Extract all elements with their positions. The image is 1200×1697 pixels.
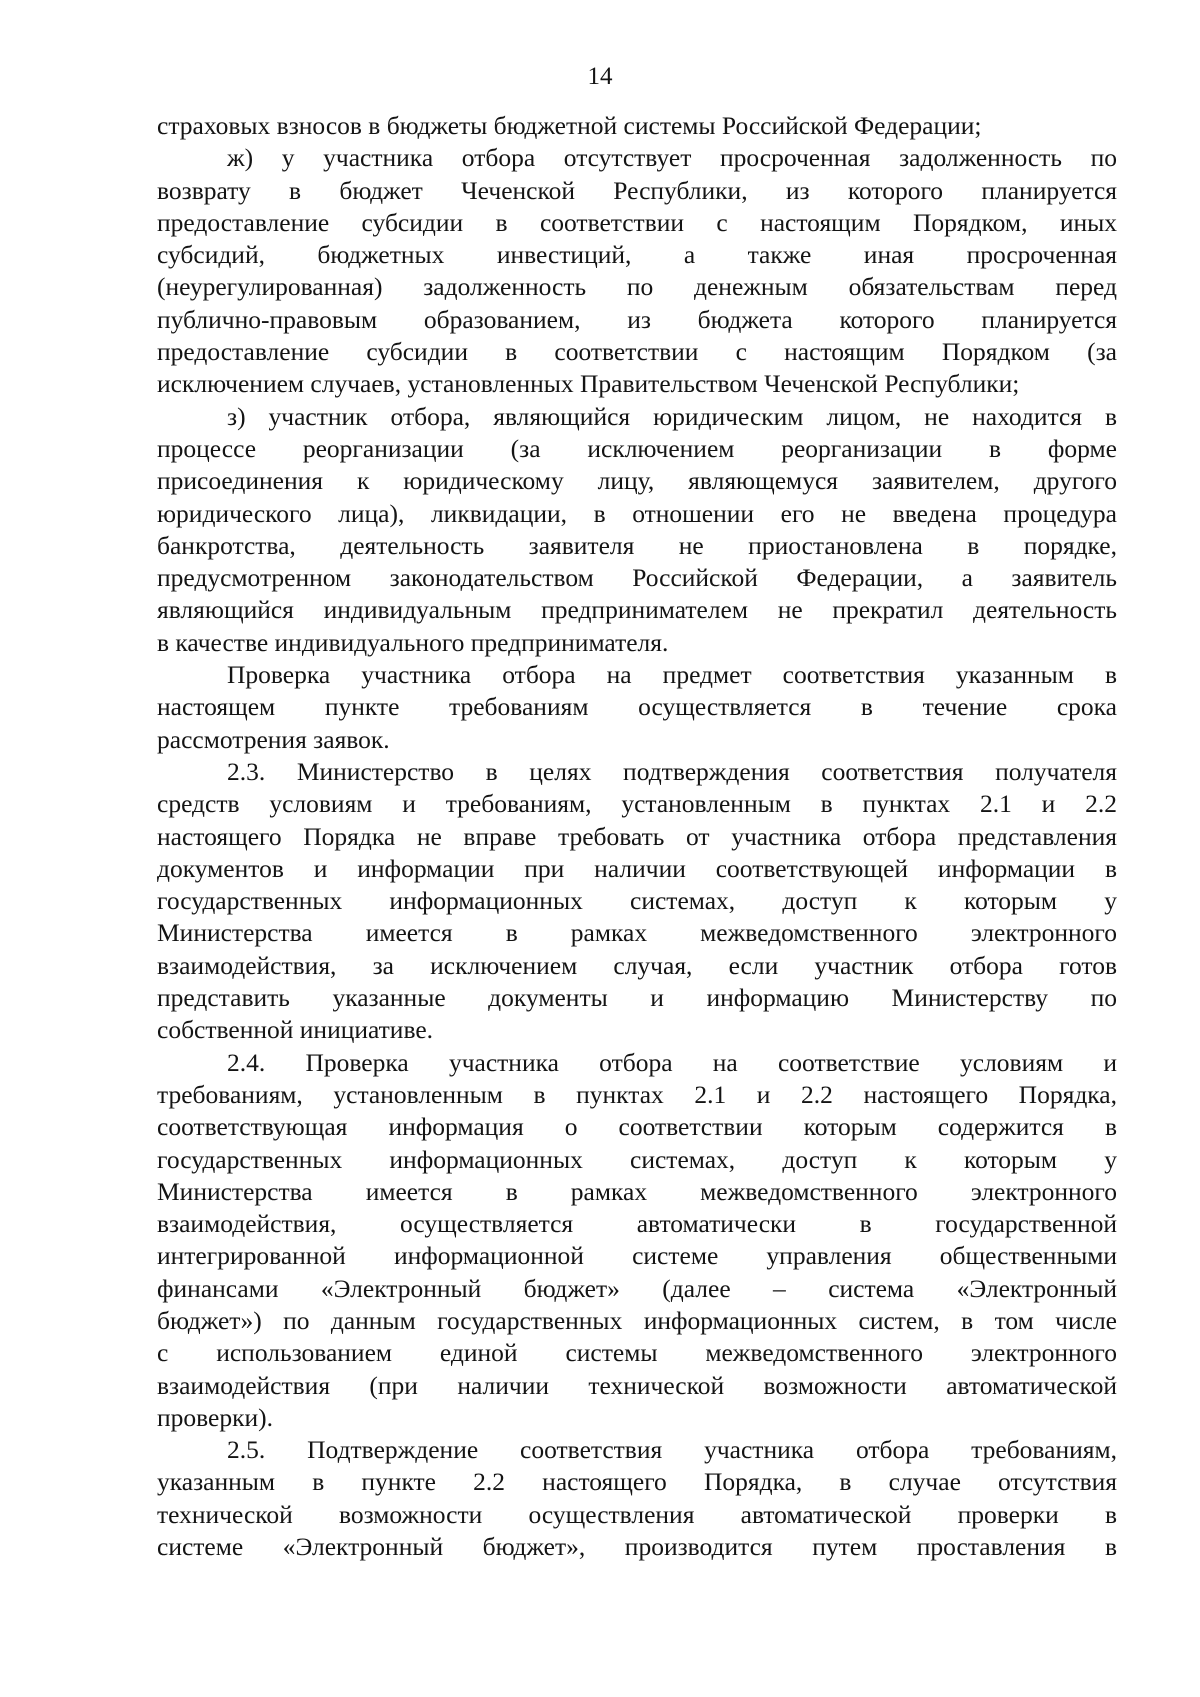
text-line: проверки). bbox=[157, 1402, 274, 1432]
text-line: 2.5. Подтверждение соответствия участника отбора требованиям, bbox=[227, 1435, 1117, 1465]
text-line: требованиям, установленным в пунктах 2.1 и 2.2 настоящего Порядка, bbox=[157, 1079, 1117, 1109]
text-line: бюджет») по данным государственных информационных систем, в том числе bbox=[157, 1305, 1117, 1335]
text-line: предоставление субсидии в соответствии с настоящим Порядком (за bbox=[157, 337, 1117, 367]
text-line: юридического лица), ликвидации, в отношении его не введена процедура bbox=[157, 498, 1117, 528]
text-line: собственной инициативе. bbox=[157, 1015, 434, 1045]
text-line: являющийся индивидуальным предпринимателем не прекратил деятельность bbox=[157, 595, 1117, 625]
text-line: настоящем пункте требованиям осуществляется в течение срока bbox=[157, 692, 1117, 722]
text-line: страховых взносов в бюджеты бюджетной системы Российской Федерации; bbox=[157, 111, 982, 140]
text-line: банкротства, деятельность заявителя не приостановлена в порядке, bbox=[157, 530, 1117, 560]
text-line: предусмотренном законодательством Российской Федерации, а заявитель bbox=[157, 563, 1117, 593]
page-number: 14 bbox=[587, 63, 613, 90]
text-line: с использованием единой системы межведомственного электронного bbox=[157, 1338, 1117, 1368]
text-line: государственных информационных системах, доступ к которым у bbox=[157, 1144, 1117, 1174]
text-line: представить указанные документы и информацию Министерству по bbox=[157, 983, 1117, 1013]
text-line: Министерства имеется в рамках межведомственного электронного bbox=[157, 1176, 1117, 1206]
text-line: государственных информационных системах, доступ к которым у bbox=[157, 886, 1117, 916]
text-line: соответствующая информация о соответствии которым содержится в bbox=[157, 1112, 1117, 1142]
text-line: Проверка участника отбора на предмет соответствия указанным в bbox=[227, 660, 1117, 690]
text-line: финансами «Электронный бюджет» (далее – система «Электронный bbox=[157, 1273, 1117, 1303]
text-line: системе «Электронный бюджет», производится путем проставления в bbox=[157, 1532, 1117, 1562]
text-line: предоставление субсидии в соответствии с настоящим Порядком, иных bbox=[157, 207, 1117, 237]
text-line: в качестве индивидуального предпринимателя. bbox=[157, 627, 669, 657]
text-line: средств условиям и требованиям, установленным в пунктах 2.1 и 2.2 bbox=[157, 789, 1117, 819]
text-line: рассмотрения заявок. bbox=[157, 724, 390, 754]
text-line: 2.4. Проверка участника отбора на соответствие условиям и bbox=[227, 1047, 1117, 1077]
text-line: интегрированной информационной системе управления общественными bbox=[157, 1241, 1117, 1271]
text-line: указанным в пункте 2.2 настоящего Порядка, в случае отсутствия bbox=[157, 1467, 1117, 1497]
text-line: исключением случаев, установленных Правительством Чеченской Республики; bbox=[157, 369, 1020, 399]
text-line: присоединения к юридическому лицу, являющемуся заявителем, другого bbox=[157, 466, 1117, 496]
text-line: (неурегулированная) задолженность по денежным обязательствам перед bbox=[157, 272, 1117, 302]
text-line: взаимодействия (при наличии технической возможности автоматической bbox=[157, 1370, 1117, 1400]
text-line: взаимодействия, за исключением случая, если участник отбора готов bbox=[157, 950, 1117, 980]
text-line: возврату в бюджет Чеченской Республики, из которого планируется bbox=[157, 175, 1117, 205]
text-line: документов и информации при наличии соответствующей информации в bbox=[157, 853, 1117, 883]
text-line: ж) у участника отбора отсутствует просроченная задолженность по bbox=[227, 143, 1117, 173]
text-line: 2.3. Министерство в целях подтверждения соответствия получателя bbox=[227, 756, 1117, 786]
text-line: процессе реорганизации (за исключением реорганизации в форме bbox=[157, 433, 1117, 463]
text-line: взаимодействия, осуществляется автоматически в государственной bbox=[157, 1209, 1117, 1239]
text-line: з) участник отбора, являющийся юридическим лицом, не находится в bbox=[227, 401, 1117, 431]
text-line: субсидий, бюджетных инвестиций, а также иная просроченная bbox=[157, 240, 1117, 270]
text-line: технической возможности осуществления автоматической проверки в bbox=[157, 1499, 1117, 1529]
text-line: Министерства имеется в рамках межведомственного электронного bbox=[157, 918, 1117, 948]
text-line: публично-правовым образованием, из бюджета которого планируется bbox=[157, 304, 1117, 334]
document-body bbox=[157, 110, 1117, 1563]
text-line: настоящего Порядка не вправе требовать от участника отбора представления bbox=[157, 821, 1117, 851]
